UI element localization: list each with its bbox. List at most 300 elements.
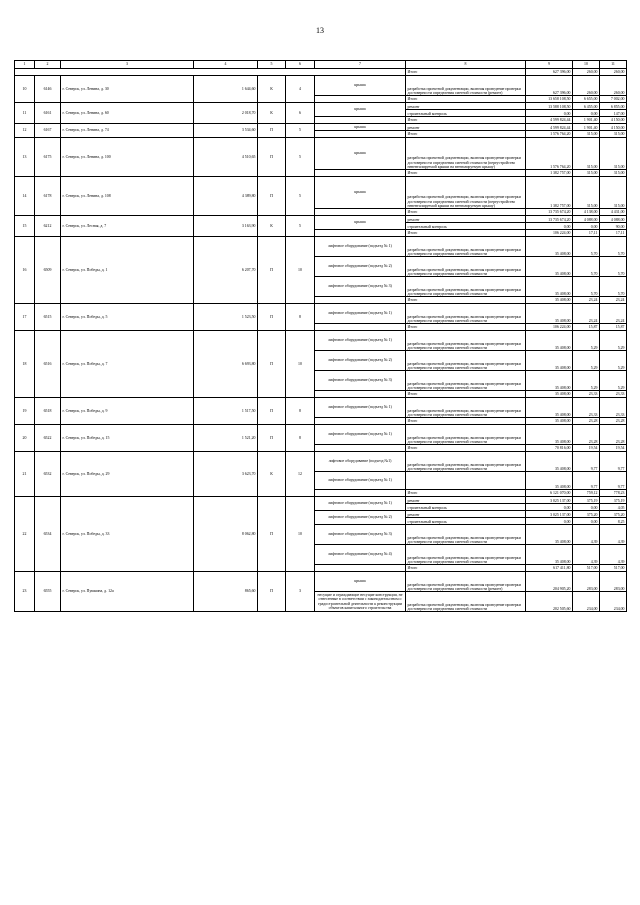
structural-element: лифтовое оборудование (подъезд № 2) [315, 511, 406, 525]
work-description: разработка проектной документации, включая проведение проверки достоверности определения сметной стоимости [406, 425, 526, 445]
work-cost: 0,00 [526, 223, 573, 230]
total-value: 315,00 [600, 170, 627, 177]
object-code: 6212 [35, 216, 61, 237]
object-work-row [15, 124, 627, 131]
empty-cell [315, 209, 406, 216]
wall-type: П [258, 304, 286, 331]
work-cost: 35 408,00 [526, 237, 573, 257]
total-label: Итого [406, 69, 526, 76]
floor-count: 5 [286, 177, 315, 216]
unit-cost: 234,00 [573, 592, 600, 612]
unit-cost: 4,39 [573, 545, 600, 565]
total-value: 15,87 [600, 324, 627, 331]
structural-element: лифтовое оборудование (подъезд № 1) [315, 425, 406, 445]
total-value: 23,33 [573, 391, 600, 398]
unit-cost: 9,77 [573, 472, 600, 490]
work-description: разработка проектной документации, включая проведение проверки достоверности определения сметной стоимости (переустройство невентилируемой крыши на вентилируемую крышу) [406, 177, 526, 209]
object-code: 6534 [35, 497, 61, 572]
object-address: г. Северск, ул. Победы, д. 29 [61, 452, 194, 497]
row-number: 11 [15, 103, 35, 124]
structural-element: лифтовое оборудование (подъезд № 1) [315, 304, 406, 324]
total-value: 315,00 [573, 131, 600, 138]
total-value: 627 396,00 [526, 69, 573, 76]
work-cost: 1 382 757,00 [526, 177, 573, 209]
object-address: г. Северск, ул. Ленина, д. 74 [61, 124, 194, 138]
object-code: 6532 [35, 452, 61, 497]
unit-cost: 260,00 [573, 76, 600, 96]
total-value: 260,00 [600, 69, 627, 76]
total-label: Итого [406, 391, 526, 398]
work-description: разработка проектной документации, включая проведение проверки достоверности определения сметной стоимости [406, 398, 526, 418]
empty-cell [315, 131, 406, 138]
total-label: Итого [406, 170, 526, 177]
max-unit-cost: 6 855,00 [600, 103, 627, 110]
work-description: разработка проектной документации, включая проведение проверки достоверности определения сметной стоимости (переустройство невентилируемой крыши на вентилируемую крышу) [406, 138, 526, 170]
floor-count: 5 [286, 124, 315, 138]
row-number: 12 [15, 124, 35, 138]
object-area: 1 517,50 [194, 398, 258, 425]
total-value: 106 224,00 [526, 230, 573, 237]
object-address: г. Северск, ул. Ленина, д. 100 [61, 138, 194, 177]
total-value: 13 735 674,20 [526, 209, 573, 216]
object-work-row [15, 237, 627, 257]
object-work-row [15, 497, 627, 504]
work-description: строительный контроль [406, 518, 526, 525]
total-value: 1 901,40 [573, 117, 600, 124]
max-unit-cost: 315,00 [600, 177, 627, 209]
total-label: Итого [406, 324, 526, 331]
empty-cell [315, 297, 406, 304]
floor-count: 8 [286, 425, 315, 452]
work-cost: 35 408,00 [526, 525, 573, 545]
floor-count: 10 [286, 331, 315, 398]
total-value: 4 599 824,44 [526, 117, 573, 124]
unit-cost: 23,24 [573, 304, 600, 324]
structural-element: лифтовое оборудование (подъезд № 1) [315, 472, 406, 490]
total-value: 1 382 757,00 [526, 170, 573, 177]
wall-type: К [258, 103, 286, 124]
total-label: Итого [406, 117, 526, 124]
work-description: ремонт [406, 511, 526, 518]
total-value: 35 408,00 [526, 418, 573, 425]
unit-cost: 5,70 [573, 257, 600, 277]
wall-type: К [258, 216, 286, 237]
structural-element: лифтовое оборудование (подъезд № 3) [315, 277, 406, 297]
total-label: Итого [406, 490, 526, 497]
total-value: 315,00 [573, 170, 600, 177]
structural-element: крыша [315, 572, 406, 592]
object-area: 3 163,90 [194, 216, 258, 237]
empty-cell [315, 230, 406, 237]
max-unit-cost: 23,28 [600, 425, 627, 445]
unit-cost: 0,00 [573, 110, 600, 117]
object-address: г. Северск, ул. Победы, д. 7 [61, 331, 194, 398]
total-label: Итого [406, 418, 526, 425]
unit-cost: 315,00 [573, 138, 600, 170]
total-value: 1 576 764,20 [526, 131, 573, 138]
row-number: 23 [15, 572, 35, 612]
floor-count: 10 [286, 237, 315, 304]
object-address: г. Северск, ул. Победы, д. 9 [61, 398, 194, 425]
total-value: 23,24 [573, 297, 600, 304]
column-number-2: 2 [35, 61, 61, 69]
work-cost: 3 025 137,00 [526, 511, 573, 518]
structural-element: лифтовое оборудование (подъезд № 1) [315, 497, 406, 511]
total-value: 6 121 070,00 [526, 490, 573, 497]
max-unit-cost: 9,77 [600, 452, 627, 472]
wall-type: П [258, 572, 286, 612]
column-number-4: 4 [194, 61, 258, 69]
work-description: ремонт [406, 216, 526, 223]
wall-type: П [258, 497, 286, 572]
structural-element: лифтовое оборудование (подъезд № 3) [315, 525, 406, 545]
wall-type: П [258, 237, 286, 304]
work-cost: 35 408,00 [526, 398, 573, 418]
max-unit-cost: 283,00 [600, 572, 627, 592]
object-code: 6175 [35, 138, 61, 177]
row-number: 20 [15, 425, 35, 452]
total-value: 13 658 108,50 [526, 96, 573, 103]
empty-cell [315, 391, 406, 398]
total-value: 17,11 [573, 230, 600, 237]
max-unit-cost: 5,29 [600, 351, 627, 371]
structural-element: крыша [315, 124, 406, 131]
unit-cost: 6 455,00 [573, 103, 600, 110]
object-work-row [15, 572, 627, 592]
row-number: 16 [15, 237, 35, 304]
work-cost: 627 396,00 [526, 76, 573, 96]
work-description: строительный контроль [406, 223, 526, 230]
object-address: г. Северск, ул. Победы, д. 15 [61, 425, 194, 452]
unit-cost: 23,28 [573, 425, 600, 445]
work-cost: 35 408,00 [526, 257, 573, 277]
work-cost: 4 599 824,44 [526, 124, 573, 131]
unit-cost: 5,70 [573, 237, 600, 257]
object-area: 6 207,70 [194, 237, 258, 304]
max-unit-cost: 5,70 [600, 277, 627, 297]
work-cost: 35 408,00 [526, 452, 573, 472]
work-description: разработка проектной документации, включая проведение проверки достоверности определения сметной стоимости (ремонт) [406, 572, 526, 592]
column-number-3: 3 [61, 61, 194, 69]
floor-count: 5 [286, 216, 315, 237]
max-unit-cost: 260,00 [600, 76, 627, 96]
max-unit-cost: 90,00 [600, 223, 627, 230]
empty-cell [315, 490, 406, 497]
total-label: Итого [406, 297, 526, 304]
max-unit-cost: 5,29 [600, 331, 627, 351]
column-number-8: 8 [406, 61, 526, 69]
object-work-row [15, 177, 627, 209]
max-unit-cost: 23,24 [600, 304, 627, 324]
structural-element: лифтовое оборудование (подъезд № 1) [315, 331, 406, 351]
wall-type: К [258, 76, 286, 103]
total-value: 15,87 [573, 324, 600, 331]
structural-element: несущие и ограждающие несущие конструкции, не отнесенные в соответствии с законодательством о градостроительной деятельности к реконструкции объектов капитального строительства [315, 592, 406, 612]
work-cost: 202 505,60 [526, 592, 573, 612]
total-label: Итого [406, 131, 526, 138]
object-area: 8 062,80 [194, 497, 258, 572]
column-number-row [15, 61, 627, 69]
max-unit-cost: 4,05 [600, 504, 627, 511]
total-value: 19,54 [573, 445, 600, 452]
max-unit-cost: 23,33 [600, 398, 627, 418]
object-area: 1 523,50 [194, 304, 258, 331]
unit-cost: 283,00 [573, 572, 600, 592]
unit-cost: 9,77 [573, 452, 600, 472]
work-cost: 35 408,00 [526, 331, 573, 351]
wall-type: П [258, 124, 286, 138]
total-value: 23,28 [573, 418, 600, 425]
unit-cost: 4 088,00 [573, 216, 600, 223]
total-value: 23,24 [600, 297, 627, 304]
work-description: разработка проектной документации, включая проведение проверки достоверности определения сметной стоимости (ремонт) [406, 76, 526, 96]
column-number-1: 1 [15, 61, 35, 69]
object-code: 6167 [35, 124, 61, 138]
unit-cost: 375,19 [573, 497, 600, 504]
work-description: разработка проектной документации, включая проведение проверки достоверности определения сметной стоимости [406, 592, 526, 612]
work-description: ремонт [406, 124, 526, 131]
wall-type: П [258, 398, 286, 425]
empty-cell [315, 170, 406, 177]
work-cost: 0,00 [526, 518, 573, 525]
floor-count: 8 [286, 304, 315, 331]
column-number-10: 10 [573, 61, 600, 69]
object-address: г. Северск, ул. Ленина, д. 108 [61, 177, 194, 216]
object-code: 6522 [35, 425, 61, 452]
floor-count: 12 [286, 452, 315, 497]
unit-cost: 1 901,40 [573, 124, 600, 131]
object-work-row [15, 304, 627, 324]
object-address: г. Северск, ул. Ленина, д. 60 [61, 103, 194, 124]
unit-cost: 375,20 [573, 511, 600, 518]
work-cost: 0,00 [526, 504, 573, 511]
total-label: Итого [406, 209, 526, 216]
work-cost: 35 408,00 [526, 277, 573, 297]
page-number: 13 [316, 26, 324, 35]
work-description: разработка проектной документации, включая проведение проверки достоверности определения сметной стоимости [406, 525, 526, 545]
work-cost: 35 408,00 [526, 472, 573, 490]
max-unit-cost: 8,25 [600, 518, 627, 525]
column-number-6: 6 [286, 61, 315, 69]
total-value: 17,11 [600, 230, 627, 237]
structural-element: крыша [315, 138, 406, 170]
work-cost: 204 905,20 [526, 572, 573, 592]
unit-cost: 0,00 [573, 518, 600, 525]
unit-cost: 5,29 [573, 371, 600, 391]
row-number: 17 [15, 304, 35, 331]
max-unit-cost: 4 150,00 [600, 124, 627, 131]
row-number: 18 [15, 331, 35, 398]
unit-cost: 5,70 [573, 277, 600, 297]
max-unit-cost: 4,39 [600, 525, 627, 545]
total-label: Итого [406, 96, 526, 103]
object-code: 6146 [35, 76, 61, 103]
total-label: Итого [406, 230, 526, 237]
object-area: 1 644,60 [194, 76, 258, 103]
max-unit-cost: 4 088,00 [600, 216, 627, 223]
object-work-row [15, 76, 627, 96]
structural-element: крыша [315, 177, 406, 209]
work-description: ремонт [406, 103, 526, 110]
work-description: разработка проектной документации, включая проведение проверки достоверности определения сметной стоимости [406, 371, 526, 391]
structural-element: лифтовое оборудование (подъезд № 3) [315, 371, 406, 391]
work-cost: 35 408,00 [526, 371, 573, 391]
work-description: строительный контроль [406, 504, 526, 511]
row-number: 21 [15, 452, 35, 497]
max-unit-cost: 315,00 [600, 138, 627, 170]
work-description: разработка проектной документации, включая проведение проверки достоверности определения сметной стоимости [406, 257, 526, 277]
total-value: 35 408,00 [526, 391, 573, 398]
column-number-11: 11 [600, 61, 627, 69]
total-value: 315,00 [600, 131, 627, 138]
object-code: 6518 [35, 398, 61, 425]
total-label: Итого [406, 445, 526, 452]
object-work-row [15, 331, 627, 351]
work-description [406, 472, 526, 490]
work-cost: 0,00 [526, 110, 573, 117]
object-address: г. Северск, ул. Победы, д. 5 [61, 304, 194, 331]
row-number: 13 [15, 138, 35, 177]
total-value: 617 411,80 [526, 565, 573, 572]
floor-count: 10 [286, 497, 315, 572]
total-value: 517,00 [573, 565, 600, 572]
object-address: г. Северск, ул. Лесная, д. 7 [61, 216, 194, 237]
total-value: 4 431,00 [600, 209, 627, 216]
total-label: Итого [406, 565, 526, 572]
work-description: разработка проектной документации, включая проведение проверки достоверности определения сметной стоимости [406, 237, 526, 257]
object-work-row [15, 103, 627, 110]
work-cost: 35 408,00 [526, 545, 573, 565]
work-description: разработка проектной документации, включая проведение проверки достоверности определения сметной стоимости [406, 452, 526, 472]
wall-type: П [258, 177, 286, 216]
work-description: разработка проектной документации, включая проведение проверки достоверности определения сметной стоимости [406, 351, 526, 371]
work-description: разработка проектной документации, включая проведение проверки достоверности определения сметной стоимости [406, 331, 526, 351]
floor-count: 3 [286, 572, 315, 612]
row-number: 15 [15, 216, 35, 237]
object-code: 6509 [35, 237, 61, 304]
work-description: разработка проектной документации, включая проведение проверки достоверности определения сметной стоимости [406, 277, 526, 297]
floor-count: 4 [286, 76, 315, 103]
wall-type: П [258, 331, 286, 398]
empty-cell [315, 445, 406, 452]
unit-cost: 0,00 [573, 504, 600, 511]
structural-element: крыша [315, 76, 406, 96]
row-number: 22 [15, 497, 35, 572]
total-value: 70 816,00 [526, 445, 573, 452]
row-number: 10 [15, 76, 35, 103]
work-description: ремонт [406, 497, 526, 504]
unit-cost: 5,29 [573, 331, 600, 351]
work-description: строительный контроль [406, 110, 526, 117]
floor-count: 5 [286, 138, 315, 177]
object-area: 3 534,60 [194, 124, 258, 138]
column-number-7: 7 [315, 61, 406, 69]
total-row [15, 69, 627, 76]
object-address: г. Северск, ул. Победы, д. 33 [61, 497, 194, 572]
max-unit-cost: 5,70 [600, 237, 627, 257]
object-code: 6555 [35, 572, 61, 612]
empty-cell [15, 69, 406, 76]
max-unit-cost: 375,20 [600, 511, 627, 518]
object-code: 6515 [35, 304, 61, 331]
column-number-9: 9 [526, 61, 573, 69]
total-value: 23,28 [600, 418, 627, 425]
object-address: г. Северск, ул. Победы, д. 1 [61, 237, 194, 304]
structural-element: лифтовое оборудование (подъезд № 1) [315, 398, 406, 418]
max-unit-cost: 9,77 [600, 472, 627, 490]
work-cost: 13 735 674,20 [526, 216, 573, 223]
object-work-row [15, 216, 627, 223]
work-cost: 35 408,00 [526, 304, 573, 324]
total-value: 4 138,00 [573, 209, 600, 216]
total-value: 19,54 [600, 445, 627, 452]
total-value: 106 224,00 [526, 324, 573, 331]
structural-element: лифтовое оборудование (подъезд № 2) [315, 351, 406, 371]
capital-repair-table [14, 60, 627, 612]
empty-cell [315, 565, 406, 572]
object-code: 6516 [35, 331, 61, 398]
structural-element: лифтовое оборудование (подъезд № 4) [315, 545, 406, 565]
work-description: разработка проектной документации, включая проведение проверки достоверности определения сметной стоимости [406, 304, 526, 324]
object-address: г. Северск, ул. Пушкина, д. 12а [61, 572, 194, 612]
unit-cost: 5,29 [573, 351, 600, 371]
work-cost: 35 408,00 [526, 351, 573, 371]
object-code: 6161 [35, 103, 61, 124]
object-area: 4 510,65 [194, 138, 258, 177]
structural-element: лифтовое оборудование (подъезд № 1) [315, 237, 406, 257]
row-number: 14 [15, 177, 35, 216]
empty-cell [315, 324, 406, 331]
object-work-row [15, 398, 627, 418]
wall-type: П [258, 425, 286, 452]
object-work-row [15, 425, 627, 445]
work-cost: 35 408,00 [526, 425, 573, 445]
object-area: 2 018,70 [194, 103, 258, 124]
work-description: разработка проектной документации, включая проведение проверки достоверности определения сметной стоимости [406, 545, 526, 565]
total-value: 6 655,00 [573, 96, 600, 103]
total-value: 517,00 [600, 565, 627, 572]
row-number: 19 [15, 398, 35, 425]
object-area: 4 389,80 [194, 177, 258, 216]
empty-cell [315, 96, 406, 103]
max-unit-cost: 4,39 [600, 545, 627, 565]
column-number-5: 5 [258, 61, 286, 69]
work-cost: 3 025 137,00 [526, 497, 573, 504]
object-work-row [15, 138, 627, 170]
total-value: 260,00 [573, 69, 600, 76]
object-code: 6178 [35, 177, 61, 216]
wall-type: П [258, 138, 286, 177]
object-work-row [15, 452, 627, 472]
max-unit-cost: 375,19 [600, 497, 627, 504]
max-unit-cost: 5,29 [600, 371, 627, 391]
structural-element: лифтовое оборудование (подъезд № 2) [315, 257, 406, 277]
object-area: 865,60 [194, 572, 258, 612]
structural-element: лифтовое оборудование (подъезд №1) [315, 452, 406, 472]
floor-count: 8 [286, 398, 315, 425]
max-unit-cost: 234,00 [600, 592, 627, 612]
max-unit-cost: 5,70 [600, 257, 627, 277]
empty-cell [315, 418, 406, 425]
empty-cell [315, 117, 406, 124]
object-area: 1 521,20 [194, 425, 258, 452]
work-cost: 13 588 108,50 [526, 103, 573, 110]
object-address: г. Северск, ул. Ленина, д. 30 [61, 76, 194, 103]
total-value: 4 150,00 [600, 117, 627, 124]
total-value: 759,12 [573, 490, 600, 497]
wall-type: К [258, 452, 286, 497]
object-area: 3 623,70 [194, 452, 258, 497]
